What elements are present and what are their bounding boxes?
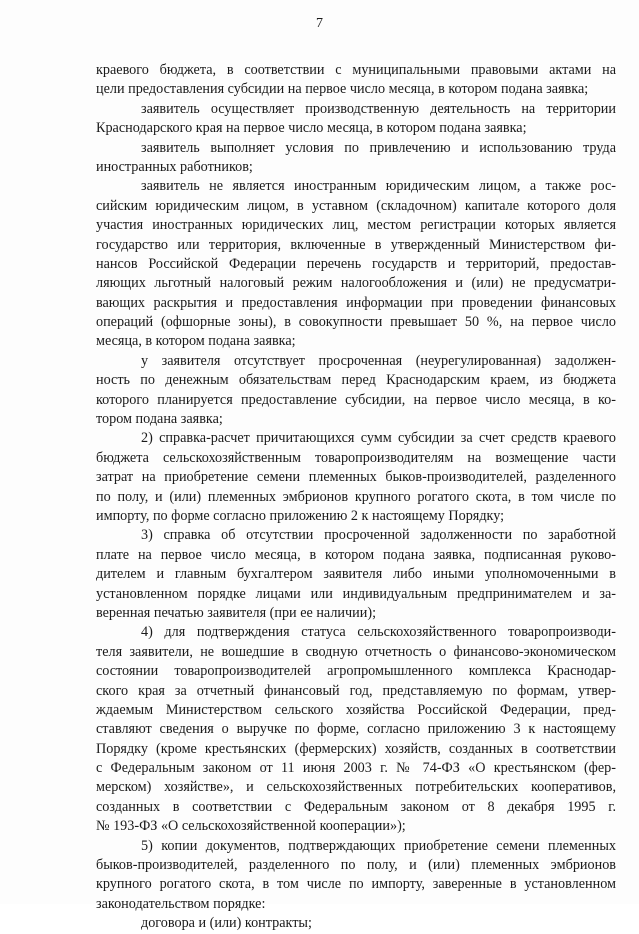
text-line: мерском) хозяйстве», и сельскохозяйственных потребительских кооперативов, (96, 779, 616, 796)
text-line: 3) справка об отсутствии просроченной задолженности по заработной (141, 527, 616, 544)
text-line: 5) копии документов, подтверждающих приобретение семени племенных (141, 837, 616, 854)
text-line: Краснодарского края на первое число месяца, в котором подана заявка; (96, 120, 527, 137)
text-line: с Федеральным законом от 11 июня 2003 г. № 74-ФЗ «О крестьянском (фер- (96, 760, 616, 777)
text-line: заявитель выполняет условия по привлечению и использованию труда (141, 139, 616, 156)
page-number: 7 (316, 16, 323, 31)
text-line: импорту, по форме согласно приложению 2 к настоящему Порядку; (96, 507, 505, 524)
text-line: ского края за отчетный финансовый год, представляемую по формам, утвер- (96, 682, 616, 699)
text-line: бюджета сельскохозяйственным товаропроизводителям на возмещение части (96, 449, 616, 466)
text-line: ляющих льготный налоговый режим налогообложения и (или) не предусматри- (96, 275, 616, 292)
text-line: ставляют сведения о выручке по форме, согласно приложению 3 к настоящему (96, 721, 616, 738)
text-line: № 193-ФЗ «О сельскохозяйственной кооперации»); (96, 818, 406, 835)
text-line: иностранных работников; (96, 158, 253, 175)
document-body (96, 61, 616, 934)
text-line: государство или территория, включенные в утвержденный Министерством фи- (96, 236, 616, 253)
text-line: у заявителя отсутствует просроченная (неурегулированная) задолжен- (141, 352, 616, 369)
text-line: месяца, в котором подана заявка; (96, 333, 296, 350)
text-line: по полу, и (или) племенных эмбрионов крупного рогатого скота, в том числе по (96, 488, 616, 505)
text-line: договора и (или) контракты; (141, 915, 312, 932)
text-line: законодательством порядке: (96, 895, 266, 912)
text-line: быков-производителей, разделенного по полу, и (или) племенных эмбрионов (96, 857, 616, 874)
text-line: сийским юридическим лицом, в уставном (складочном) капитале которого доля (96, 197, 616, 214)
text-line: дителем и главным бухгалтером заявителя либо иными уполномоченными в (96, 566, 616, 583)
text-line: веренная печатью заявителя (при ее наличии); (96, 604, 377, 621)
text-line: которого планируется предоставление субсидии, на первое число месяца, в ко- (96, 391, 616, 408)
text-line: заявитель не является иностранным юридическим лицом, а также рос- (141, 178, 616, 195)
text-line: плате на первое число месяца, в котором подана заявка, подписанная руково- (96, 546, 616, 563)
text-line: затрат на приобретение семени племенных быков-производителей, разделенного (96, 469, 616, 486)
text-line: операций (офшорные зоны), в совокупности превышает 50 %, на первое число (96, 314, 616, 331)
text-line: участия иностранных юридических лиц, местом регистрации которых является (96, 217, 616, 234)
text-line: созданных в соответствии с Федеральным законом от 8 декабря 1995 г. (96, 798, 616, 815)
text-line: краевого бюджета, в соответствии с муниципальными правовыми актами на (96, 62, 616, 78)
text-line: установленном порядке лицами или индивидуальным предпринимателем и за- (96, 585, 616, 602)
text-line: ждаемым Министерством сельского хозяйства Российской Федерации, пред- (96, 701, 616, 718)
text-line: ность по денежным обязательствам перед Краснодарским краем, из бюджета (96, 372, 616, 389)
text-line: нансов Российской Федерации перечень государств и территорий, предостав- (96, 255, 616, 272)
text-line: теля заявители, не вошедшие в сводную отчетность о финансово-экономическом (96, 643, 616, 660)
text-line: состоянии товаропроизводителей агропромышленного комплекса Краснодар- (96, 663, 616, 680)
text-line: вающих раскрытия и предоставления информации при проведении финансовых (96, 294, 616, 311)
text-line: 4) для подтверждения статуса сельскохозяйственного товаропроизводи- (141, 624, 616, 641)
text-line: Порядку (кроме крестьянских (фермерских) хозяйств, созданных в соответствии (96, 740, 616, 757)
text-line: тором подана заявка; (96, 411, 223, 428)
text-line: крупного рогатого скота, в том числе по импорту, заверенные в установленном (96, 876, 616, 893)
text-line: 2) справка-расчет причитающихся сумм субсидии за счет средств краевого (141, 430, 616, 447)
text-line: цели предоставления субсидии на первое число месяца, в котором подана заявка; (96, 81, 589, 98)
text-line: заявитель осуществляет производственную деятельность на территории (141, 100, 616, 117)
